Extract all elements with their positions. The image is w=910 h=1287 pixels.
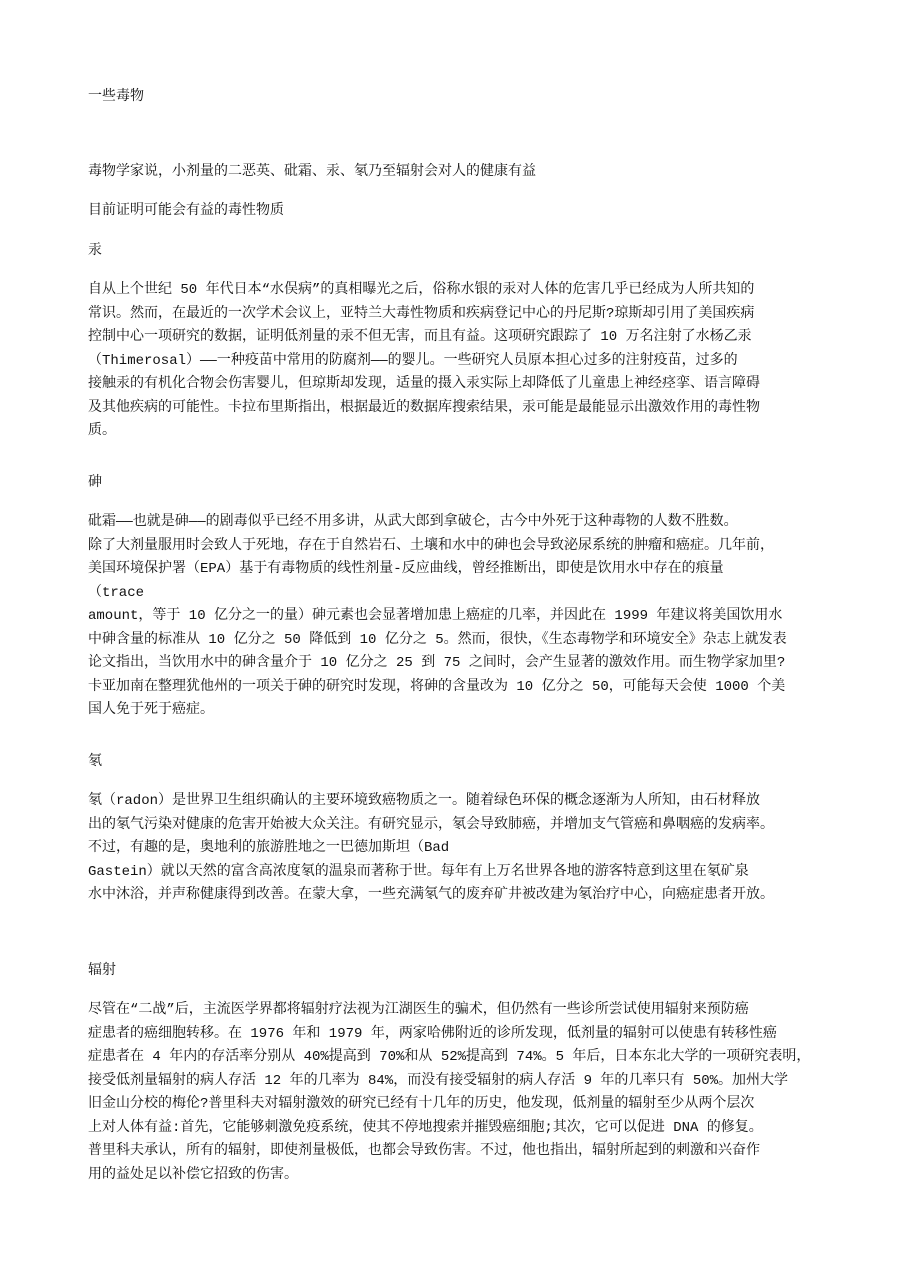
paragraph-line: 旧金山分校的梅伦?普里科夫对辐射激效的研究已经有十几年的历史，他发现，低剂量的辐射至少从两个层次	[88, 1096, 755, 1112]
spacer	[88, 723, 833, 751]
paragraph-line: 砒霜——也就是砷——的剧毒似乎已经不用多讲，从武大郎到拿破仑，古今中外死于这种毒物的人数不胜数。	[88, 514, 738, 530]
section-body-arsenic	[88, 511, 833, 723]
spacer	[88, 774, 833, 790]
spacer	[88, 444, 833, 472]
paragraph-line: 氡（radon）是世界卫生组织确认的主要环境致癌物质之一。随着绿色环保的概念逐渐为人所知，由石材释放	[88, 793, 761, 809]
section-body-mercury	[88, 279, 833, 444]
spacer	[88, 110, 833, 161]
spacer	[88, 184, 833, 200]
document-page	[88, 86, 833, 1187]
intro-line: 目前证明可能会有益的毒性物质	[88, 203, 284, 219]
spacer	[88, 983, 833, 999]
paragraph-line: 接受低剂量辐射的病人存活 12 年的几率为 84%，而没有接受辐射的病人存活 9 年的几率只有 50%。加州大学	[88, 1072, 789, 1089]
paragraph-line: 出的氡气污染对健康的危害开始被大众关注。有研究显示，氡会导致肺癌，并增加支气管癌和鼻咽癌的发病率。	[88, 816, 774, 833]
paragraph-line: 常识。然而，在最近的一次学术会议上，亚特兰大毒性物质和疾病登记中心的丹尼斯?琼斯却引用了美国疾病	[88, 305, 755, 322]
paragraph-line: Gastein）就以天然的富含高浓度氡的温泉而著称于世。每年有上万名世界各地的游客特意到这里在氡矿泉	[88, 863, 749, 880]
paragraph-line: 国人免于死于癌症。	[88, 702, 214, 718]
paragraph-line: 尽管在“二战”后，主流医学界都将辐射疗法视为江湖医生的骗术，但仍然有一些诊所尝试使用辐射来预防癌	[88, 1002, 749, 1018]
spacer	[88, 495, 833, 511]
section-heading-arsenic: 砷	[88, 474, 102, 491]
paragraph-line: 论文指出，当饮用水中的砷含量介于 10 亿分之 25 到 75 之间时，会产生显著的激效作用。而生物学家加里?	[88, 655, 786, 671]
paragraph-line: （trace	[88, 584, 145, 601]
paragraph-line: 卡亚加南在整理犹他州的一项关于砷的研究时发现，将砷的含量改为 10 亿分之 50，可能每天会使 1000 个美	[88, 678, 786, 695]
section-body-radon	[88, 790, 833, 908]
paragraph-line: 美国环境保护署（EPA）基于有毒物质的线性剂量-反应曲线，曾经推断出，即使是饮用水中存在的痕量	[88, 561, 724, 577]
paragraph-line: 及其他疾病的可能性。卡拉布里斯指出，根据最近的数据库搜索结果，汞可能是最能显示出激效作用的毒性物	[88, 399, 760, 416]
section-heading-radiation: 辐射	[88, 962, 116, 979]
paragraph-line: 用的益处足以补偿它招致的伤害。	[88, 1166, 298, 1183]
document-title: 一些毒物	[88, 89, 144, 105]
paragraph-line: 症患者的癌细胞转移。在 1976 年和 1979 年，两家哈佛附近的诊所发现，低剂量的辐射可以使患有转移性癌	[88, 1025, 777, 1042]
section-body-radiation	[88, 999, 833, 1187]
paragraph-line: 接触汞的有机化合物会伤害婴儿，但琼斯却发现，适量的摄入汞实际上却降低了儿童患上神经痉挛、语言障碍	[88, 376, 760, 392]
document-subtitle: 毒物学家说，小剂量的二恶英、砒霜、汞、氡乃至辐射会对人的健康有益	[88, 163, 536, 180]
spacer	[88, 224, 833, 240]
paragraph-line: 除了大剂量服用时会致人于死地，存在于自然岩石、土壤和水中的砷也会导致泌尿系统的肿瘤和癌症。几年前，	[88, 537, 774, 554]
paragraph-line: 控制中心一项研究的数据，证明低剂量的汞不但无害，而且有益。这项研究跟踪了 10 万名注射了水杨乙汞	[88, 329, 752, 345]
paragraph-line: 症患者在 4 年内的存活率分别从 40%提高到 70%和从 52%提高到 74%。5 年后，日本东北大学的一项研究表明，	[88, 1049, 811, 1065]
section-heading-mercury: 汞	[88, 242, 102, 259]
paragraph-line: amount，等于 10 亿分之一的量）砷元素也会显著增加患上癌症的几率，并因此在 1999 年建议将美国饮用水	[88, 608, 783, 624]
section-heading-radon: 氡	[88, 753, 102, 770]
paragraph-line: 自从上个世纪 50 年代日本“水俣病”的真相曝光之后，俗称水银的汞对人体的危害几乎已经成为人所共知的	[88, 282, 755, 298]
paragraph-line: （Thimerosal）——一种疫苗中常用的防腐剂——的婴儿。一些研究人员原本担心过多的注射疫苗，过多的	[88, 352, 738, 369]
paragraph-line: 中砷含量的标准从 10 亿分之 50 降低到 10 亿分之 5。然而，很快，《生态毒物学和环境安全》杂志上就发表	[88, 631, 787, 648]
paragraph-line: 质。	[88, 423, 116, 439]
paragraph-line: 水中沐浴，并声称健康得到改善。在蒙大拿，一些充满氡气的废弃矿井被改建为氡治疗中心，向癌症患者开放。	[88, 887, 774, 903]
paragraph-line: 普里科夫承认，所有的辐射，即使剂量极低，也都会导致伤害。不过，他也指出，辐射所起到的刺激和兴奋作	[88, 1143, 760, 1159]
paragraph-line: 不过，有趣的是，奥地利的旅游胜地之一巴德加斯坦（Bad	[88, 840, 450, 856]
paragraph-line: 上对人体有益:首先，它能够刺激免疫系统，使其不停地搜索并摧毁癌细胞;其次，它可以促进 DNA 的修复。	[88, 1119, 763, 1136]
spacer	[88, 908, 833, 960]
spacer	[88, 263, 833, 279]
